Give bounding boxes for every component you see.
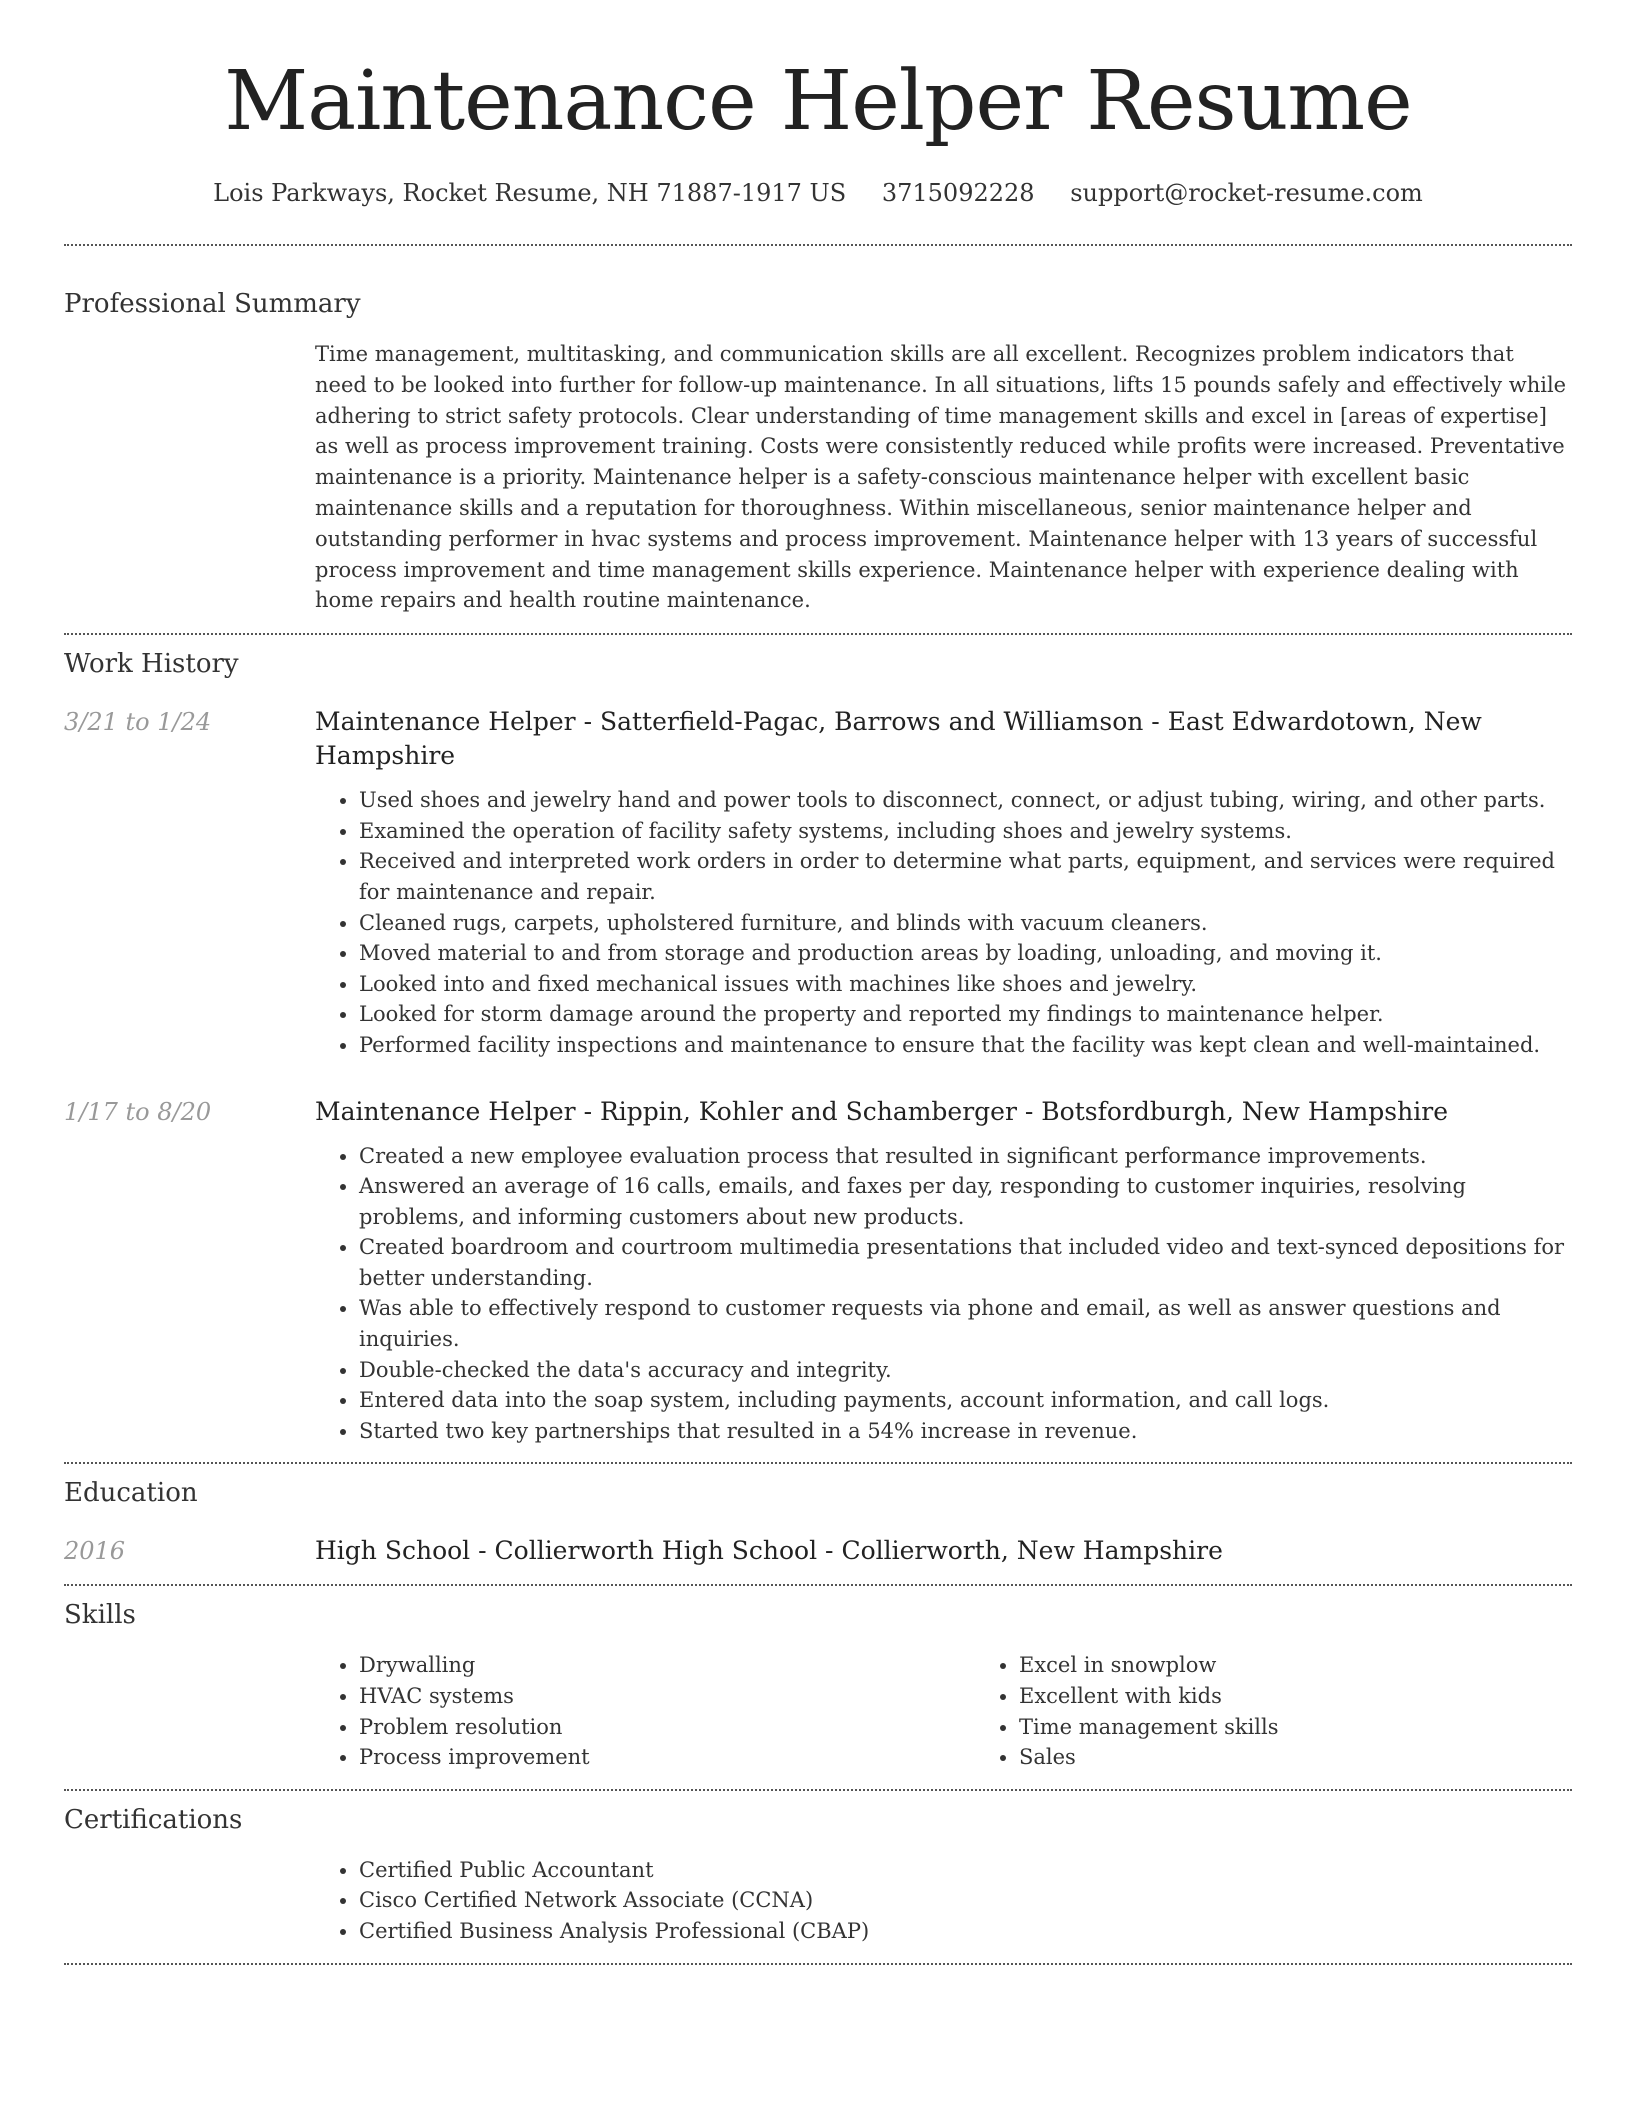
job-title: Maintenance Helper - Satterfield-Pagac, Barrows and Williamson - East Edwardotown, New Hampshire [315,707,1482,771]
contact-address: Lois Parkways, Rocket Resume, NH 71887-1917 US [213,179,847,207]
divider [64,1584,1572,1586]
skill-item: • Sales [1019,1742,1632,1773]
job-entry [64,705,1572,1060]
skills-grid [315,1650,1632,1772]
divider [64,1789,1572,1791]
skills-list-left [315,1650,975,1772]
job-dates: 1/17 to 8/20 [64,1097,212,1126]
job-bullet: • Performed facility inspections and maintenance to ensure that the facility was kept clean and well-maintained. [359,1030,1572,1061]
job-bullet: • Created boardroom and courtroom multimedia presentations that included video and text-synced depositions for better understanding. [359,1232,1572,1293]
education-entry [64,1534,1572,1568]
job-bullet: • Used shoes and jewelry hand and power tools to disconnect, connect, or adjust tubing, wiring, and other parts. [359,785,1572,816]
skill-item: • Excel in snowplow [1019,1650,1632,1681]
section-heading-education: Education [64,1478,198,1509]
divider [64,1963,1572,1965]
job-bullet: • Answered an average of 16 calls, emails, and faxes per day, responding to customer inquiries, resolving problems, and informing customers about new products. [359,1171,1572,1232]
job-bullet: • Was able to effectively respond to customer requests via phone and email, as well as answer questions and inquiries. [359,1293,1572,1354]
job-bullets [315,1141,1572,1447]
summary-spacer [64,339,315,616]
skills-spacer [64,1650,315,1772]
section-heading-summary: Professional Summary [64,289,361,319]
job-bullet: • Created a new employee evaluation process that resulted in significant performance improvements. [359,1141,1572,1172]
skill-item: • Excellent with kids [1019,1681,1632,1712]
divider [64,633,1572,635]
job-bullet: • Cleaned rugs, carpets, upholstered furniture, and blinds with vacuum cleaners. [359,908,1572,939]
skills-section [64,1597,1572,1772]
contact-line [64,176,1572,210]
education-title: High School - Collierworth High School - Collierworth, New Hampshire [315,1536,1223,1566]
certification-item: • Certified Business Analysis Professional (CBAP) [359,1916,1572,1947]
divider [64,244,1572,246]
section-heading-skills: Skills [64,1600,136,1631]
skill-item: • Process improvement [359,1742,975,1773]
job-bullet: • Looked for storm damage around the property and reported my findings to maintenance helper. [359,999,1572,1030]
certifications-spacer [64,1855,315,1947]
section-heading-work-history: Work History [64,649,239,680]
skill-item: • Drywalling [359,1650,975,1681]
summary-row [64,339,1572,616]
job-bullet: • Received and interpreted work orders in order to determine what parts, equipment, and services were required for maintenance and repair. [359,846,1572,907]
job-bullet: • Double-checked the data's accuracy and integrity. [359,1355,1572,1386]
education-section [64,1475,1572,1568]
summary-text: Time management, multitasking, and communication skills are all excellent. Recognizes problem indicators that need to be looked into further for follow-up maintenance. In all situations, lifts 15 pounds safely and effectively while adhering to strict safety protocols. Clear understanding of time management skills and excel in [areas of expertise] as well as process improvement training. Costs were consistently reduced while profits were increased. Preventative maintenance is a priority. Maintenance helper is a safety-conscious maintenance helper with excellent basic maintenance skills and a reputation for thoroughness. Within miscellaneous, senior maintenance helper and outstanding performer in hvac systems and process improvement. Maintenance helper with 13 years of successful process improvement and time management skills experience. Maintenance helper with experience dealing with home repairs and health routine maintenance. [315,342,1567,613]
resume-page [64,0,1572,1965]
job-entry [64,1095,1572,1447]
job-title: Maintenance Helper - Rippin, Kohler and Schamberger - Botsfordburgh, New Hampshire [315,1096,1448,1126]
skills-row [64,1650,1572,1772]
skill-item: • Problem resolution [359,1712,975,1743]
certification-item: • Certified Public Accountant [359,1855,1572,1886]
resume-title: Maintenance Helper Resume [224,54,1412,149]
skill-item: • Time management skills [1019,1712,1632,1743]
education-year: 2016 [64,1537,126,1566]
section-heading-certifications: Certifications [64,1804,243,1835]
contact-email: support@rocket-resume.com [1070,179,1423,207]
divider [64,1462,1572,1464]
job-dates: 3/21 to 1/24 [64,708,212,737]
work-history-section [64,646,1572,1446]
certifications-row [64,1855,1572,1947]
summary-section [64,286,1572,616]
job-bullet: • Entered data into the soap system, including payments, account information, and call logs. [359,1385,1572,1416]
certifications-section [64,1802,1572,1947]
job-bullet: • Moved material to and from storage and production areas by loading, unloading, and moving it. [359,938,1572,969]
job-bullet: • Started two key partnerships that resulted in a 54% increase in revenue. [359,1416,1572,1447]
job-bullet: • Examined the operation of facility safety systems, including shoes and jewelry systems. [359,816,1572,847]
skills-list-right [975,1650,1632,1772]
job-bullet: • Looked into and fixed mechanical issues with machines like shoes and jewelry. [359,969,1572,1000]
certifications-list [315,1855,1572,1947]
job-bullets [315,785,1572,1060]
skill-item: • HVAC systems [359,1681,975,1712]
certification-item: • Cisco Certified Network Associate (CCNA) [359,1885,1572,1916]
contact-phone: 3715092228 [881,179,1035,207]
